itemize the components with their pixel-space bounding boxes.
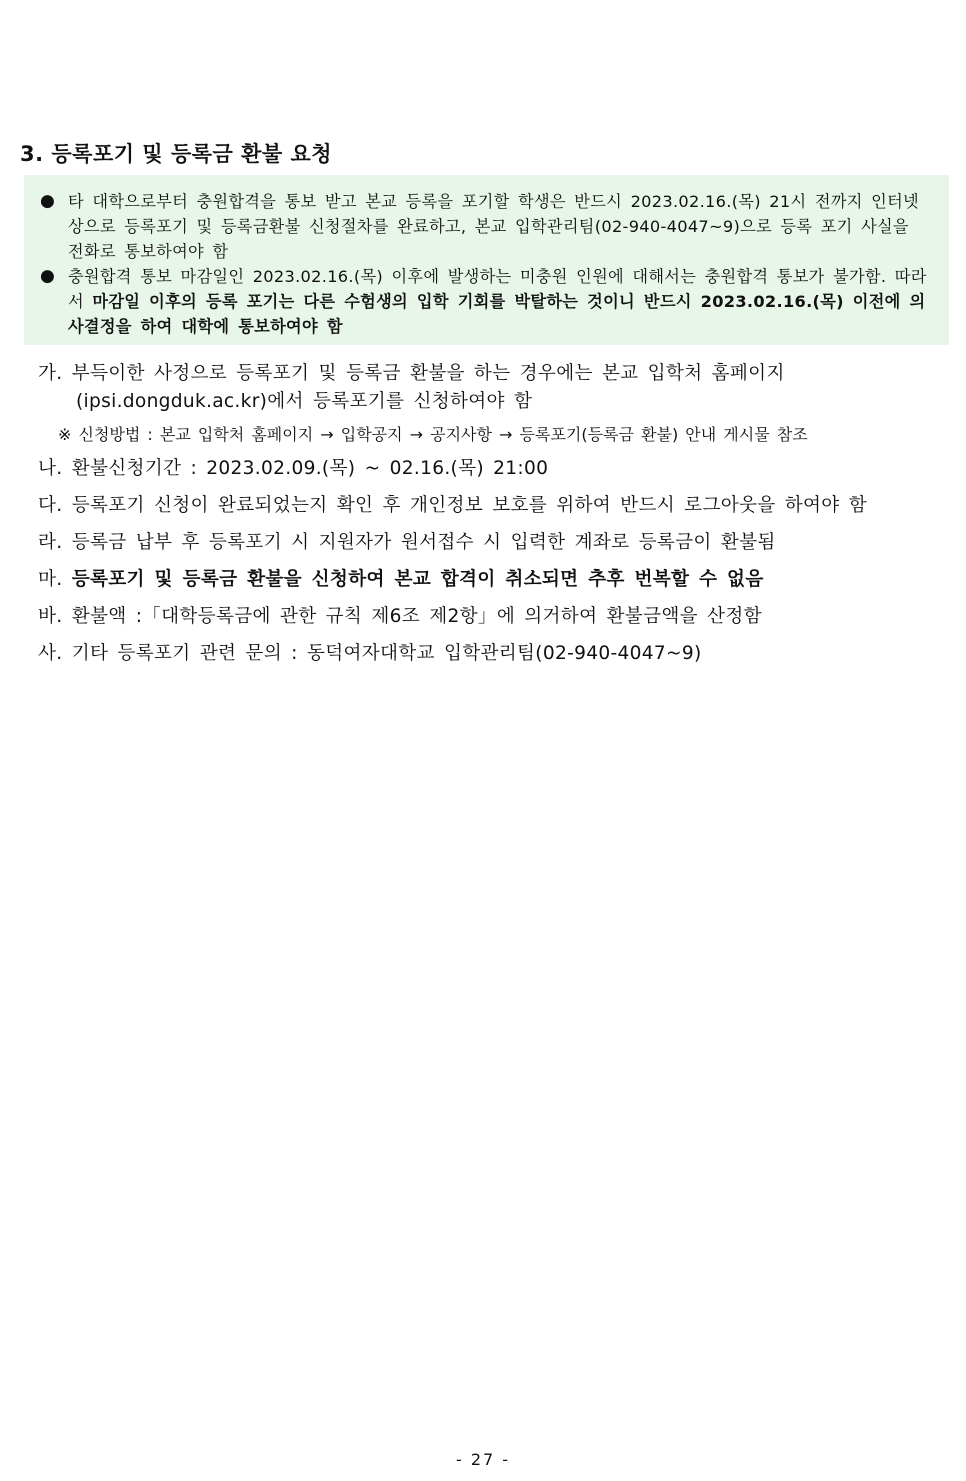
item-text: 등록포기 및 등록금 환불을 신청하여 본교 합격이 취소되면 추후 번복할 수 없음: [71, 569, 764, 590]
item-text: 부득이한 사정으로 등록포기 및 등록금 환불을 하는 경우에는 본교 입학처 홈페이지: [71, 363, 785, 384]
item-text: 환불신청기간 : 2023.02.09.(목) ~ 02.16.(목) 21:00: [71, 458, 549, 479]
item-marker: 마.: [38, 569, 63, 590]
list-item-ga: [38, 360, 943, 416]
notice-item-1: [40, 189, 933, 264]
item-text: 기타 등록포기 관련 문의 : 동덕여자대학교 입학관리팀(02-940-4047~9): [71, 643, 702, 664]
list-item-na: [38, 455, 943, 483]
item-text: 등록금 납부 후 등록포기 시 지원자가 원서접수 시 입력한 계좌로 등록금이 환불됨: [71, 532, 776, 553]
item-list: [38, 360, 943, 677]
item-marker: 사.: [38, 643, 63, 664]
list-item-ba: [38, 603, 943, 631]
item-marker: 다.: [38, 495, 63, 516]
item-marker: 바.: [38, 606, 63, 627]
section-heading: 3. 등록포기 및 등록금 환불 요청: [20, 142, 333, 166]
bullet-icon: ●: [40, 266, 56, 286]
notice-text-2: 충원합격 통보 마감일인 2023.02.16.(목) 이후에 발생하는 미충원 인원에 대해서는 충원합격 통보가 불가함. 따라서: [68, 267, 927, 311]
notice-item-2: [40, 264, 933, 339]
item-marker: 나.: [38, 458, 63, 479]
list-item-ma: [38, 566, 943, 594]
list-item-ra: [38, 529, 943, 557]
item-text: 등록포기 신청이 완료되었는지 확인 후 개인정보 보호를 위하여 반드시 로그아웃을 하여야 함: [71, 495, 867, 516]
list-item-sa: [38, 640, 943, 668]
item-text: 환불액 :「대학등록금에 관한 규칙 제6조 제2항」에 의거하여 환불금액을 산정함: [71, 606, 762, 627]
list-item-da: [38, 492, 943, 520]
page-number: - 27 -: [455, 1450, 511, 1469]
notice-box: [24, 175, 949, 345]
item-text-continued: (ipsi.dongduk.ac.kr)에서 등록포기를 신청하여야 함: [76, 391, 533, 412]
item-marker: 가.: [38, 363, 63, 384]
item-marker: 라.: [38, 532, 63, 553]
notice-text-2-bold: 마감일 이후의 등록 포기는 다른 수험생의 입학 기회를 박탈하는 것이니 반드시 2023.02.16.(목) 이전에 의사결정을 하여 대학에 통보하여야 함: [68, 292, 926, 336]
bullet-icon: ●: [40, 191, 56, 211]
notice-text-1: 타 대학으로부터 충원합격을 통보 받고 본교 등록을 포기할 학생은 반드시 2023.02.16.(목) 21시 전까지 인터넷 상으로 등록포기 및 등록금환불 신청절차를 완료하고, 본교 입학관리팀(02-940-4047~9)으로 등록 포기 사실을 전화로 통보하여야 함: [68, 192, 919, 261]
application-method-note: ※ 신청방법 : 본교 입학처 홈페이지 → 입학공지 → 공지사항 → 등록포기(등록금 환불) 안내 게시물 참조: [58, 425, 808, 444]
